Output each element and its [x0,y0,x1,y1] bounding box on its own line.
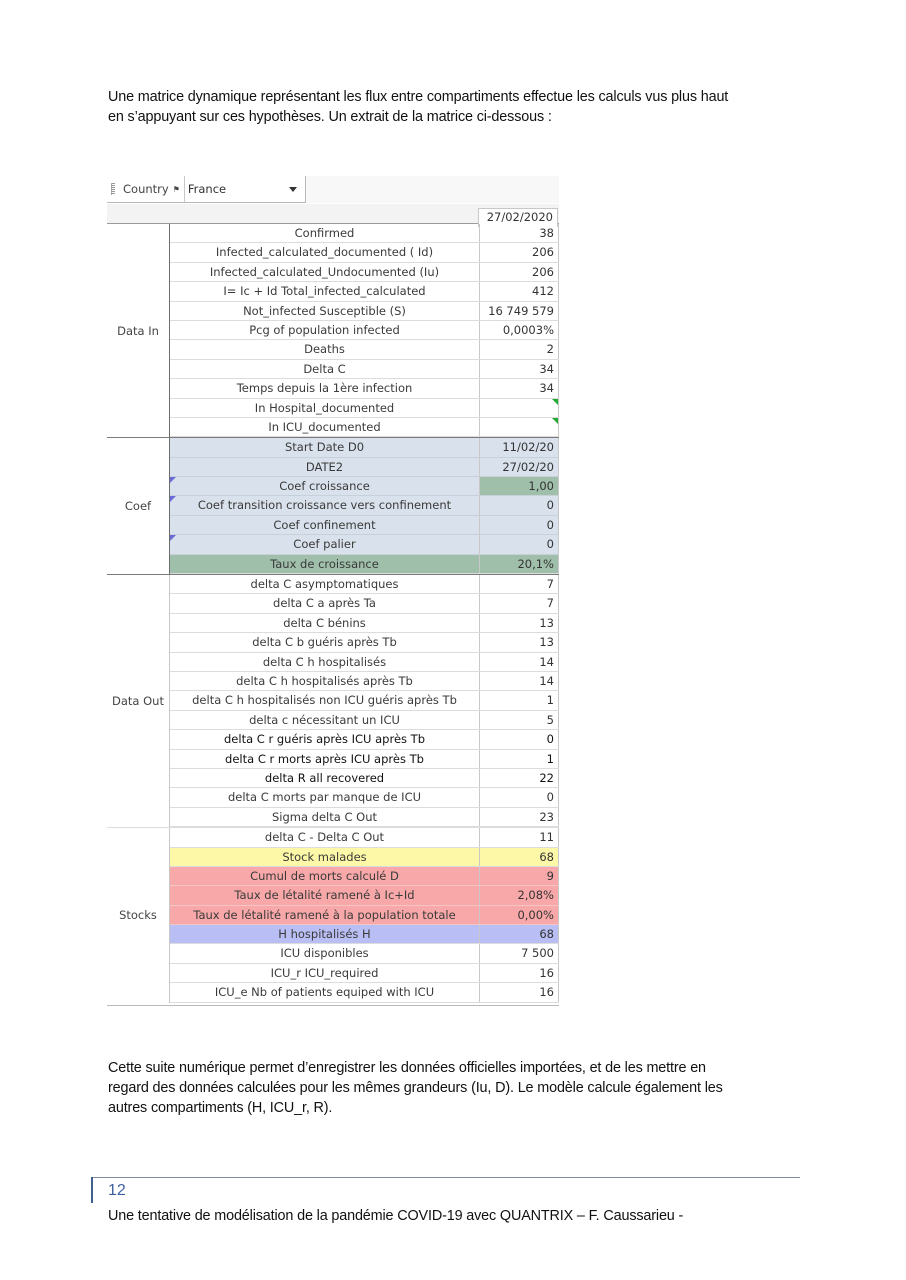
row-value[interactable]: 0 [479,516,559,534]
row-label: Not_infected Susceptible (S) [243,303,406,318]
row-label: delta C h hospitalisés non ICU guéris après Tb [192,693,457,708]
footer-accent-bar [91,1177,93,1203]
table-row [170,418,559,437]
row-value[interactable]: 7 [479,594,559,612]
table-row [170,575,559,594]
row-label: Sigma delta C Out [271,809,378,824]
row-value[interactable]: 68 [479,925,559,943]
table-row [170,808,559,827]
row-value[interactable]: 206 [479,263,559,281]
table-row [170,379,559,398]
row-label: Coef confinement [273,517,376,532]
row-label: delta C h hospitalisés [262,654,387,669]
quantrix-matrix [107,176,559,1011]
row-label: Deaths [304,342,345,357]
row-value[interactable]: 2,08% [479,886,559,904]
row-value[interactable]: 0,00% [479,906,559,924]
table-row [170,906,559,925]
comment-marker-icon[interactable] [170,535,176,541]
row-label: Coef palier [293,537,356,552]
table-row [170,750,559,769]
table-row [170,360,559,379]
row-label: Cumul de morts calculé D [250,868,399,883]
intro-line-1: Une matrice dynamique représentant les flux entre compartiments effectue les calculs vus plus haut [108,89,729,105]
row-label: delta c nécessitant un ICU [249,712,400,727]
table-row [170,516,559,535]
table-row [170,886,559,905]
table-row [170,496,559,515]
group-label[interactable]: Stocks [107,828,169,1003]
row-label: In ICU_documented [268,419,381,434]
group-label[interactable]: Data In [107,224,169,437]
row-label: DATE2 [305,459,344,474]
chevron-down-icon[interactable] [289,187,297,192]
table-row [170,983,559,1002]
row-value[interactable]: 20,1% [479,555,559,573]
table-row [170,964,559,983]
group-data-in [107,224,559,438]
footer-divider [91,1177,800,1178]
intro-paragraph [108,87,808,127]
country-filter[interactable] [107,176,306,203]
comment-marker-icon[interactable] [552,418,558,424]
row-label: Taux de létalité ramené à la population totale [193,907,456,922]
row-value[interactable]: 1 [479,750,559,768]
row-value[interactable] [479,399,559,417]
row-value[interactable]: 1,00 [479,477,559,495]
row-value[interactable]: 5 [479,711,559,729]
row-label: delta C asymptomatiques [250,577,399,592]
comment-marker-icon[interactable] [170,496,176,502]
column-header-row [107,204,559,224]
table-row [170,867,559,886]
table-row [170,555,559,574]
row-label: Coef transition croissance vers confinement [197,498,452,513]
table-row [170,944,559,963]
intro-line-2: en s’appuyant sur ces hypothèses. Un extrait de la matrice ci-dessous : [108,109,552,125]
row-value[interactable]: 0 [479,496,559,514]
table-row [170,263,559,282]
table-row [170,711,559,730]
footer-text: Une tentative de modélisation de la pandémie COVID-19 avec QUANTRIX – F. Caussarieu - [108,1208,684,1224]
row-value[interactable]: 206 [479,243,559,261]
row-value[interactable]: 13 [479,633,559,651]
row-value[interactable]: 0 [479,730,559,748]
table-row [170,730,559,749]
group-coef [107,438,559,575]
row-label: Delta C [303,361,346,376]
filter-toolbar [107,176,559,204]
row-label: ICU_r ICU_required [270,965,379,980]
row-value[interactable]: 22 [479,769,559,787]
pin-icon[interactable]: ⚑ [172,184,180,194]
column-header-date[interactable]: 27/02/2020 [478,208,558,227]
row-value[interactable]: 14 [479,653,559,671]
group-label[interactable]: Coef [107,438,169,574]
country-select[interactable] [184,176,305,202]
table-row [170,769,559,788]
table-row [170,399,559,418]
row-value[interactable]: 68 [479,848,559,866]
table-row [170,282,559,301]
row-label: delta C - Delta C Out [264,830,385,845]
comment-marker-icon[interactable] [170,477,176,483]
row-value[interactable]: 9 [479,867,559,885]
table-row [170,848,559,867]
table-row [170,302,559,321]
outro-line-2: regard des données calculées pour les mêmes grandeurs (Iu, D). Le modèle calcule également les [108,1080,723,1096]
row-label: In Hospital_documented [254,400,395,415]
row-value[interactable]: 7 500 [479,944,559,962]
row-value[interactable]: 0 [479,788,559,806]
row-label: Start Date D0 [284,440,365,455]
row-value[interactable]: 27/02/20 [479,458,559,476]
row-label: ICU_e Nb of patients equiped with ICU [214,985,435,1000]
row-label: delta C b guéris après Tb [252,635,397,650]
row-label: ICU disponibles [280,946,369,961]
outro-line-1: Cette suite numérique permet d’enregistrer les données officielles importées, et de les mettre en [108,1060,706,1076]
row-label: H hospitalisés H [278,927,371,942]
row-label: delta C r morts après ICU après Tb [225,751,424,766]
table-row [170,243,559,262]
row-label: Stock malades [282,849,367,864]
row-value[interactable]: 16 749 579 [479,302,559,320]
row-label: Pcg of population infected [249,322,400,337]
table-row [170,653,559,672]
row-label: delta C bénins [283,615,366,630]
drag-handle-icon[interactable] [111,183,115,195]
country-select-value: France [187,182,227,196]
page-number: 12 [108,1182,126,1199]
row-value[interactable]: 0 [479,535,559,553]
row-value[interactable] [479,418,559,436]
row-value[interactable]: 11/02/20 [479,438,559,456]
outro-line-3: autres compartiments (H, ICU_r, R). [108,1100,333,1116]
row-label: Confirmed [294,226,355,240]
country-filter-label: Country [123,182,169,196]
table-row [170,788,559,807]
row-label: I= Ic + Id Total_infected_calculated [223,284,426,299]
row-value[interactable]: 14 [479,672,559,690]
row-value[interactable]: 16 [479,964,559,982]
table-row [170,438,559,457]
table-row [170,672,559,691]
row-label: Infected_calculated_documented ( Id) [215,245,434,260]
row-label: Infected_calculated_Undocumented (Iu) [209,264,440,279]
group-stocks [107,828,559,1003]
table-row [170,340,559,359]
row-value[interactable]: 23 [479,808,559,826]
row-value[interactable]: 34 [479,379,559,397]
row-value[interactable]: 7 [479,575,559,593]
table-row [170,828,559,847]
sheet-bottom-edge [107,1005,559,1011]
table-row [170,594,559,613]
table-row [170,691,559,710]
row-value[interactable]: 11 [479,828,559,846]
row-label: Coef croissance [279,479,370,494]
row-label: Temps depuis la 1ère infection [236,381,413,396]
group-data-out [107,575,559,828]
table-row [170,535,559,554]
outro-paragraph [108,1058,808,1118]
table-row [170,614,559,633]
row-label: Taux de croissance [270,556,379,571]
row-label: Taux de létalité ramené à Ic+Id [234,888,415,903]
table-row [170,477,559,496]
comment-marker-icon[interactable] [552,399,558,405]
group-label[interactable]: Data Out [107,575,169,827]
row-value[interactable]: 13 [479,614,559,632]
row-value[interactable]: 2 [479,340,559,358]
row-label: delta C a après Ta [273,596,376,611]
table-row [170,321,559,340]
row-value[interactable]: 1 [479,691,559,709]
row-value[interactable]: 34 [479,360,559,378]
table-row [170,458,559,477]
row-label: delta C r guéris après ICU après Tb [224,732,425,747]
row-value[interactable]: 38 [479,224,559,242]
table-row [170,224,559,243]
row-value[interactable]: 412 [479,282,559,300]
row-value[interactable]: 16 [479,983,559,1001]
row-label: delta C h hospitalisés après Tb [236,673,413,688]
row-label: delta C morts par manque de ICU [227,790,422,805]
row-label: delta R all recovered [264,770,385,785]
table-row [170,633,559,652]
row-value[interactable]: 0,0003% [479,321,559,339]
table-row [170,925,559,944]
